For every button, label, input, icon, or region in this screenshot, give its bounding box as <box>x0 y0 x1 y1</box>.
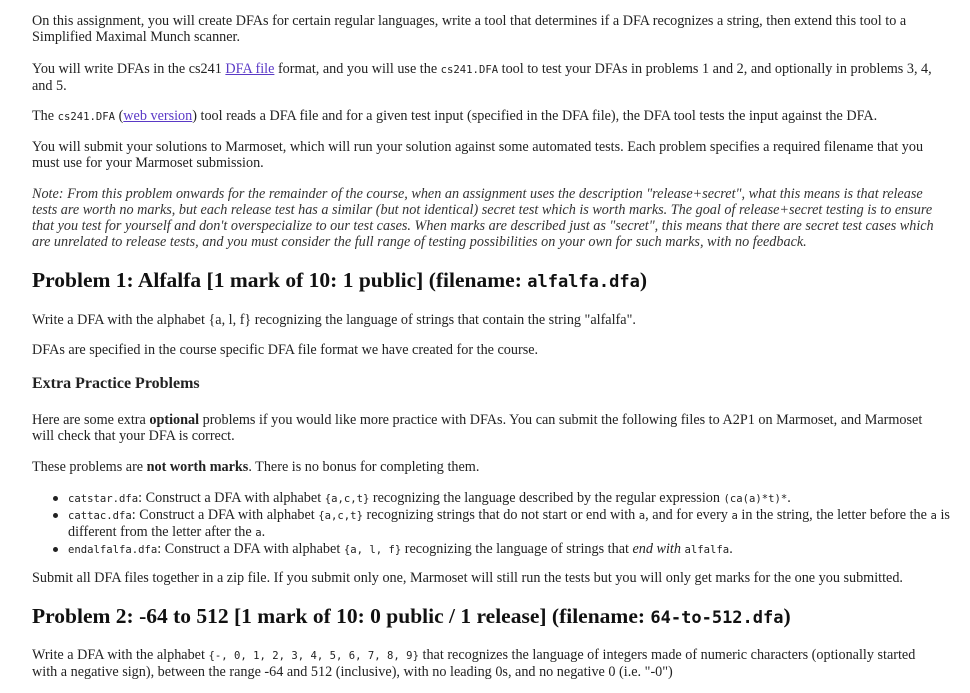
alphabet-code: {a,c,t} <box>318 510 363 522</box>
text: . There is no bonus for completing them. <box>248 459 480 475</box>
list-item <box>68 507 970 541</box>
dfa-tool-code: cs241.DFA <box>57 111 116 123</box>
text: You will write DFAs in the cs241 <box>32 61 226 77</box>
dfa-format-paragraph <box>32 61 944 94</box>
filename-code: cattac.dfa <box>68 510 132 522</box>
heading-text: Problem 2: -64 to 512 [1 mark of 10: 0 public / 1 release] (filename: <box>32 604 651 628</box>
problem-1-description: Write a DFA with the alphabet {a, l, f} recognizing the language of strings that contain the string "alfalfa". <box>32 312 636 328</box>
release-secret-note: Note: From this problem onwards for the remainder of the course, when an assignment uses the description "release+secret", what this means is that release tests are worth no marks, but each release test has a similar (but not identical) secret test which is worth marks. The goal of release+secret testing is to ensure that you test for yourself and don't overspecialize to our test cases. When marks are described just as "secret", this means that there are secret test cases which are unrelated to release tests, and you must consider the full range of testing possibilities on your own for such marks, with no feedback. <box>32 186 934 250</box>
alphabet-code: {-, 0, 1, 2, 3, 4, 5, 6, 7, 8, 9} <box>208 650 419 662</box>
bold-text: optional <box>149 412 200 428</box>
heading-text: ) <box>783 604 791 628</box>
inline-code: a <box>255 527 262 539</box>
problem-1-format-note: DFAs are specified in the course specific DFA file format we have created for the course. <box>32 342 539 358</box>
alphabet-code: {a, l, f} <box>343 544 402 556</box>
text: Write a DFA with the alphabet <box>32 647 209 663</box>
filename-code: catstar.dfa <box>68 493 139 505</box>
text: that recognizes the language of integers made of numeric characters (optionally started with a negative sign), between the range -64 and 512 (inclusive), with no leading 0s, and no negative 0 (i.e. "-0") <box>32 647 916 680</box>
text: . <box>261 524 266 540</box>
problem-2-description <box>32 647 944 680</box>
text: The <box>32 108 58 124</box>
not-worth-marks-paragraph <box>32 459 944 475</box>
text: problems if you would like more practice with DFAs. You can submit the following files to A2P1 on Marmoset, and Marmoset will check that your DFA is correct. <box>32 412 923 444</box>
heading-text: Problem 1: Alfalfa [1 mark of 10: 1 public] (filename: <box>32 268 528 292</box>
text: ) tool reads a DFA file and for a given test input (specified in the DFA file), the DFA tool tests the input against the DFA. <box>192 108 878 124</box>
text: recognizing the language of strings that <box>401 541 633 557</box>
text: format, and you will use the <box>274 61 441 77</box>
text: These problems are <box>32 459 147 475</box>
text: : Construct a DFA with alphabet <box>131 507 319 523</box>
text: recognizing the language described by the regular expression <box>369 490 724 506</box>
list-item <box>68 541 970 558</box>
inline-code: a <box>638 510 646 522</box>
text: : Construct a DFA with alphabet <box>157 541 344 557</box>
zip-submission-paragraph: Submit all DFA files together in a zip file. If you submit only one, Marmoset will still run the tests but you will only get marks for the one you submitted. <box>32 570 903 586</box>
alphabet-code: {a,c,t} <box>324 493 370 505</box>
text: , and for every <box>645 507 732 523</box>
inline-code: alfalfa <box>684 544 730 556</box>
text: in the string, the letter before the <box>737 507 931 523</box>
extra-problem-list <box>32 490 970 558</box>
regex-code: (ca(a)*t)* <box>723 493 788 505</box>
text: : Construct a DFA with alphabet <box>138 490 325 506</box>
filename-code: endalfalfa.dfa <box>68 544 158 556</box>
emphasis-text: end with <box>632 541 681 557</box>
text: . <box>787 490 791 506</box>
web-version-link[interactable]: web version <box>123 108 193 124</box>
extra-intro-paragraph <box>32 412 944 444</box>
text: Here are some extra <box>32 412 150 428</box>
text: . <box>729 541 733 557</box>
problem-1-filename: alfalfa.dfa <box>527 272 640 292</box>
text: is different from the letter after the <box>68 507 950 540</box>
problem-1-heading <box>32 268 944 294</box>
dfa-file-link[interactable]: DFA file <box>225 61 275 77</box>
extra-practice-heading: Extra Practice Problems <box>32 375 200 392</box>
text: recognizing strings that do not start or end with <box>362 507 639 523</box>
inline-code: a <box>930 510 937 522</box>
problem-2-heading <box>32 604 944 630</box>
marmoset-paragraph: You will submit your solutions to Marmoset, which will run your solution against some automated tests. Each problem specifies a required filename that you must use for your Marmoset submission. <box>32 139 924 171</box>
dfa-tool-code: cs241.DFA <box>440 64 499 76</box>
bold-text: not worth marks <box>146 459 249 475</box>
list-item <box>68 490 970 507</box>
intro-paragraph: On this assignment, you will create DFAs for certain regular languages, write a tool that determines if a DFA recognizes a string, then extend this tool to a Simplified Maximal Munch scanner. <box>32 13 907 45</box>
inline-code: a <box>731 510 738 522</box>
text: tool to test your DFAs in problems 1 and 2, and optionally in problems 3, 4, and 5. <box>32 61 932 94</box>
problem-2-filename: 64-to-512.dfa <box>650 608 784 628</box>
heading-text: ) <box>639 268 647 292</box>
text: ( <box>115 108 124 124</box>
dfa-tool-paragraph <box>32 108 944 125</box>
